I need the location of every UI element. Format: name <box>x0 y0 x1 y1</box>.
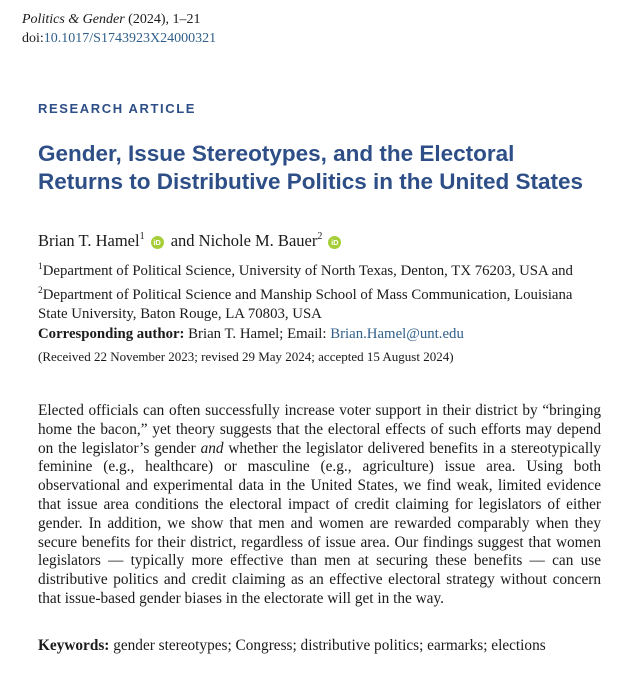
doi-link[interactable]: 10.1017/S1743923X24000321 <box>43 31 217 46</box>
author-affil-mark-1: 1 <box>139 231 145 242</box>
affiliation-mark-2: 2 <box>38 285 43 296</box>
author-name-1: Brian T. Hamel <box>38 231 140 250</box>
abstract <box>38 402 601 609</box>
keywords-text: gender stereotypes; Congress; distributive politics; earmarks; elections <box>109 637 546 654</box>
article-title <box>38 140 618 196</box>
affiliation-mark-1: 1 <box>38 262 43 272</box>
abstract-emphasis: and <box>200 439 224 457</box>
affiliation-1-text: Department of Political Science, University of North Texas, Denton, TX 76203, USA and <box>42 263 573 279</box>
article-type: RESEARCH ARTICLE <box>38 101 197 116</box>
affiliation-2 <box>38 282 606 306</box>
affiliations <box>38 258 606 344</box>
abstract-text-1: Elected officials can often successfully increase voter support in their district by “bringing home the bacon,” yet theory suggests that the electoral effects of such efforts may depend on the legislator’s gender <box>38 402 601 457</box>
journal-name: Politics & Gender <box>22 12 125 27</box>
author-list <box>38 227 344 251</box>
affiliation-1 <box>38 258 606 282</box>
journal-info: (2024), 1–21 <box>124 12 201 27</box>
title-line-2: Returns to Distributive Politics in the United States <box>38 169 584 194</box>
doi-label: doi: <box>22 31 44 46</box>
orcid-icon[interactable]: iD <box>151 236 164 249</box>
affiliation-2-continued: State University, Baton Rouge, LA 70803, USA <box>38 306 322 322</box>
author-joiner: and <box>166 231 199 250</box>
doi-line <box>22 30 216 47</box>
affiliation-2-text: Department of Political Science and Manship School of Mass Communication, Louisiana <box>42 286 573 303</box>
keywords <box>38 636 546 655</box>
received-dates: (Received 22 November 2023; revised 29 May 2024; accepted 15 August 2024) <box>38 349 454 364</box>
journal-citation <box>22 11 200 28</box>
corresponding-label: Corresponding author: <box>38 325 185 342</box>
title-line-1: Gender, Issue Stereotypes, and the Electoral <box>38 141 515 166</box>
corresponding-author <box>38 325 606 345</box>
orcid-icon[interactable]: iD <box>328 236 341 249</box>
keywords-label: Keywords: <box>38 637 110 654</box>
email-link[interactable]: Brian.Hamel@unt.edu <box>330 325 464 342</box>
abstract-text-2: whether the legislator delivered benefits in a stereotypically feminine (e.g., healthcare) or masculine (e.g., agriculture) issue area. Using both observational and experimental data in the United States, we find weak, limited evidence that issue area conditions the electoral impact of credit claiming for legislators of either gender. In addition, we show that men and women are rewarded comparably when they secure benefits for their district, regardless of issue area. Our findings suggest that women legislators — typically more effective than men at securing these benefits — can use distributive politics and credit claiming as an effective electoral strategy without concern that issue-based gender biases in the electorate will get in the way. <box>38 439 601 607</box>
corresponding-text: Brian T. Hamel; Email: <box>184 325 331 342</box>
author-name-2: Nichole M. Bauer <box>198 231 318 250</box>
author-affil-mark-2: 2 <box>317 231 323 242</box>
